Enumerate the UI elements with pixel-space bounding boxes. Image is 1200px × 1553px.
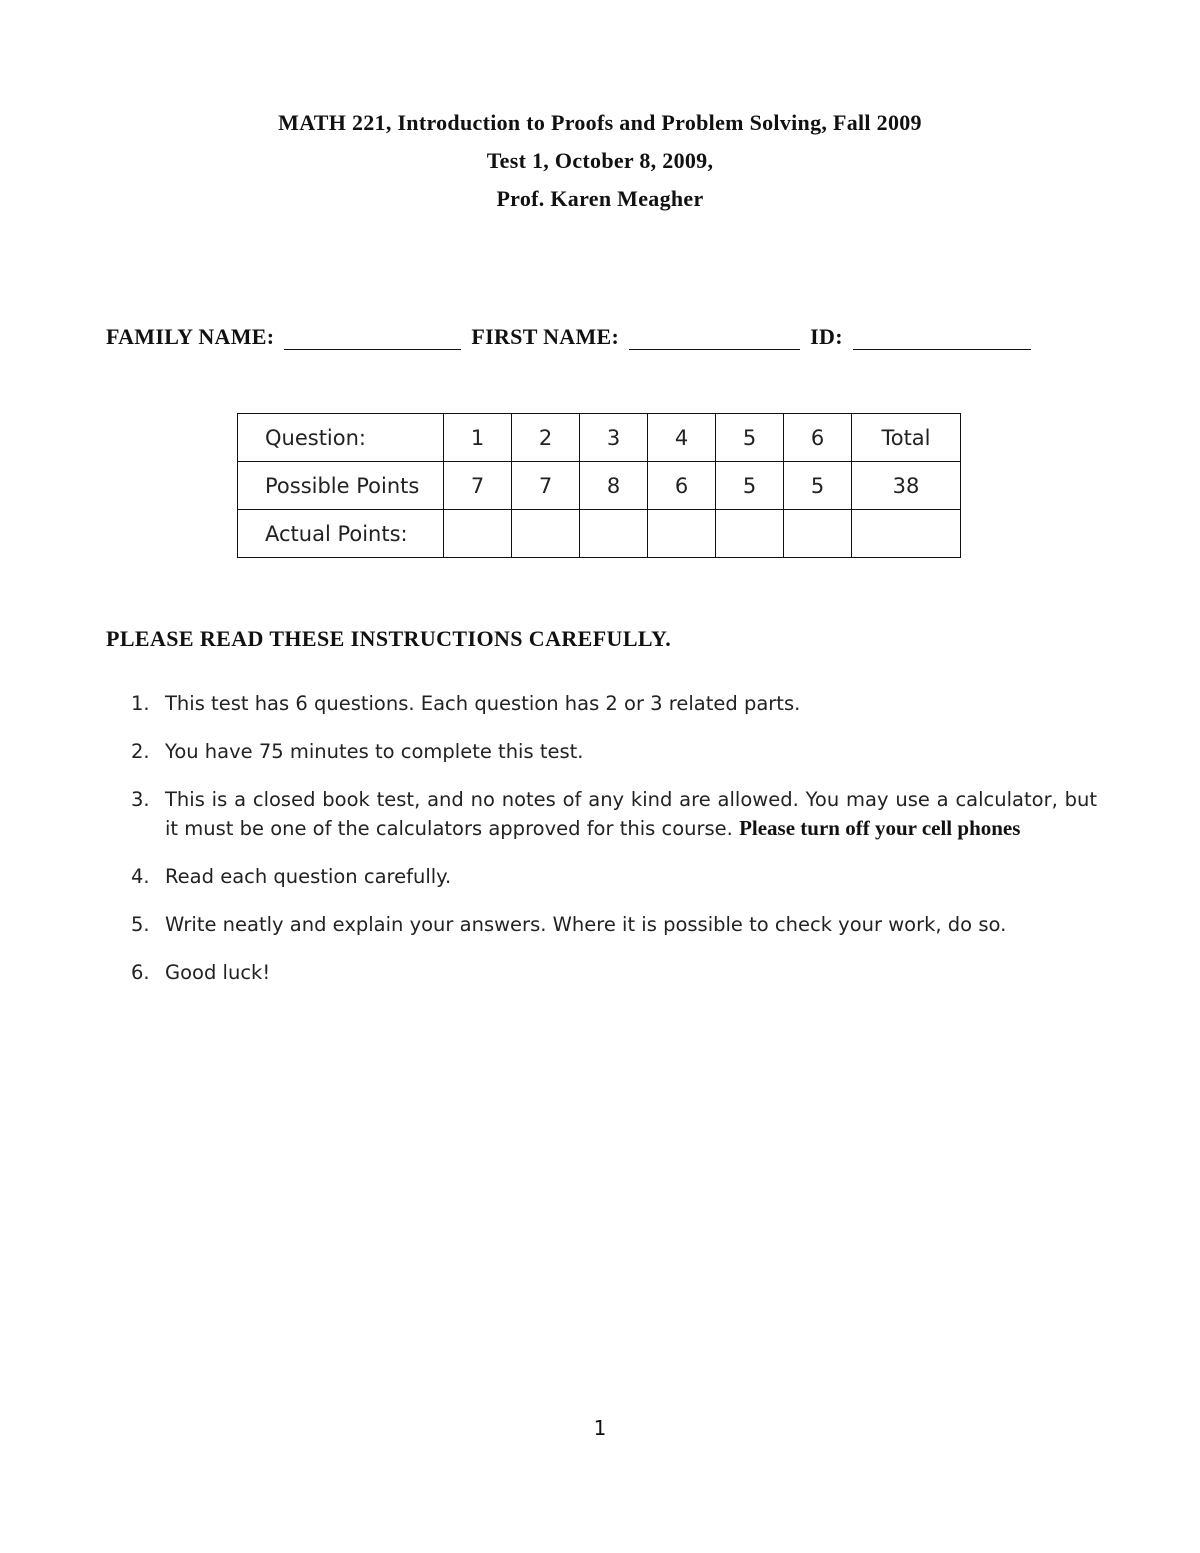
item-text: Read each question carefully. — [165, 865, 452, 888]
actual-points-cell[interactable] — [716, 510, 784, 558]
list-item — [131, 738, 1097, 766]
item-text-group — [165, 786, 1097, 843]
item-number: 6. — [131, 961, 150, 984]
points-table — [237, 413, 961, 558]
item-text: This test has 6 questions. Each question has 2 or 3 related parts. — [165, 692, 801, 715]
page-number: 1 — [593, 1416, 607, 1440]
id-blank[interactable] — [853, 327, 1031, 350]
actual-points-total[interactable] — [852, 510, 961, 558]
actual-points-row — [238, 510, 961, 558]
possible-points-cell: 7 — [512, 462, 580, 510]
instructions-heading: PLEASE READ THESE INSTRUCTIONS CAREFULLY. — [106, 626, 672, 651]
test-date: Test 1, October 8, 2009, — [486, 148, 714, 173]
actual-points-cell[interactable] — [512, 510, 580, 558]
actual-points-cell[interactable] — [580, 510, 648, 558]
item-text: This is a closed book test, and no notes of any kind are allowed. You may use a calculator, but it must be one of the calculators approved for this course. — [165, 788, 1097, 840]
family-name-blank[interactable] — [284, 327, 461, 350]
item-number: 1. — [131, 692, 150, 715]
item-number: 5. — [131, 913, 150, 936]
list-item — [131, 959, 1097, 987]
question-row-label: Question: — [238, 414, 444, 462]
question-row — [238, 414, 961, 462]
item-number: 3. — [131, 788, 150, 811]
item-text: You have 75 minutes to complete this test. — [165, 740, 584, 763]
list-item — [131, 911, 1097, 939]
possible-points-cell: 5 — [784, 462, 852, 510]
item-number: 2. — [131, 740, 150, 763]
question-number: 6 — [784, 414, 852, 462]
item-bold-text: Please turn off your cell phones — [739, 816, 1021, 840]
student-info-row — [106, 318, 1096, 350]
item-text: Good luck! — [165, 961, 271, 984]
possible-points-cell: 8 — [580, 462, 648, 510]
actual-points-label: Actual Points: — [238, 510, 444, 558]
question-number: 1 — [444, 414, 512, 462]
question-number: 5 — [716, 414, 784, 462]
possible-points-cell: 6 — [648, 462, 716, 510]
question-number: 4 — [648, 414, 716, 462]
item-text: Write neatly and explain your answers. Where it is possible to check your work, do so. — [165, 913, 1007, 936]
family-name-label: FAMILY NAME: — [106, 324, 275, 349]
instructions-list — [131, 690, 1097, 1007]
possible-points-cell: 7 — [444, 462, 512, 510]
first-name-label: FIRST NAME: — [471, 324, 620, 349]
total-header: Total — [852, 414, 961, 462]
first-name-blank[interactable] — [629, 327, 800, 350]
professor-name: Prof. Karen Meagher — [496, 186, 704, 211]
possible-points-label: Possible Points — [238, 462, 444, 510]
actual-points-cell[interactable] — [648, 510, 716, 558]
possible-points-cell: 5 — [716, 462, 784, 510]
list-item — [131, 690, 1097, 718]
actual-points-cell[interactable] — [784, 510, 852, 558]
list-item — [131, 786, 1097, 843]
question-number: 2 — [512, 414, 580, 462]
list-item — [131, 863, 1097, 891]
possible-points-row — [238, 462, 961, 510]
possible-points-total: 38 — [852, 462, 961, 510]
exam-header — [0, 108, 1200, 222]
question-number: 3 — [580, 414, 648, 462]
id-label: ID: — [810, 324, 843, 349]
actual-points-cell[interactable] — [444, 510, 512, 558]
item-number: 4. — [131, 865, 150, 888]
course-title: MATH 221, Introduction to Proofs and Problem Solving, Fall 2009 — [278, 110, 922, 135]
